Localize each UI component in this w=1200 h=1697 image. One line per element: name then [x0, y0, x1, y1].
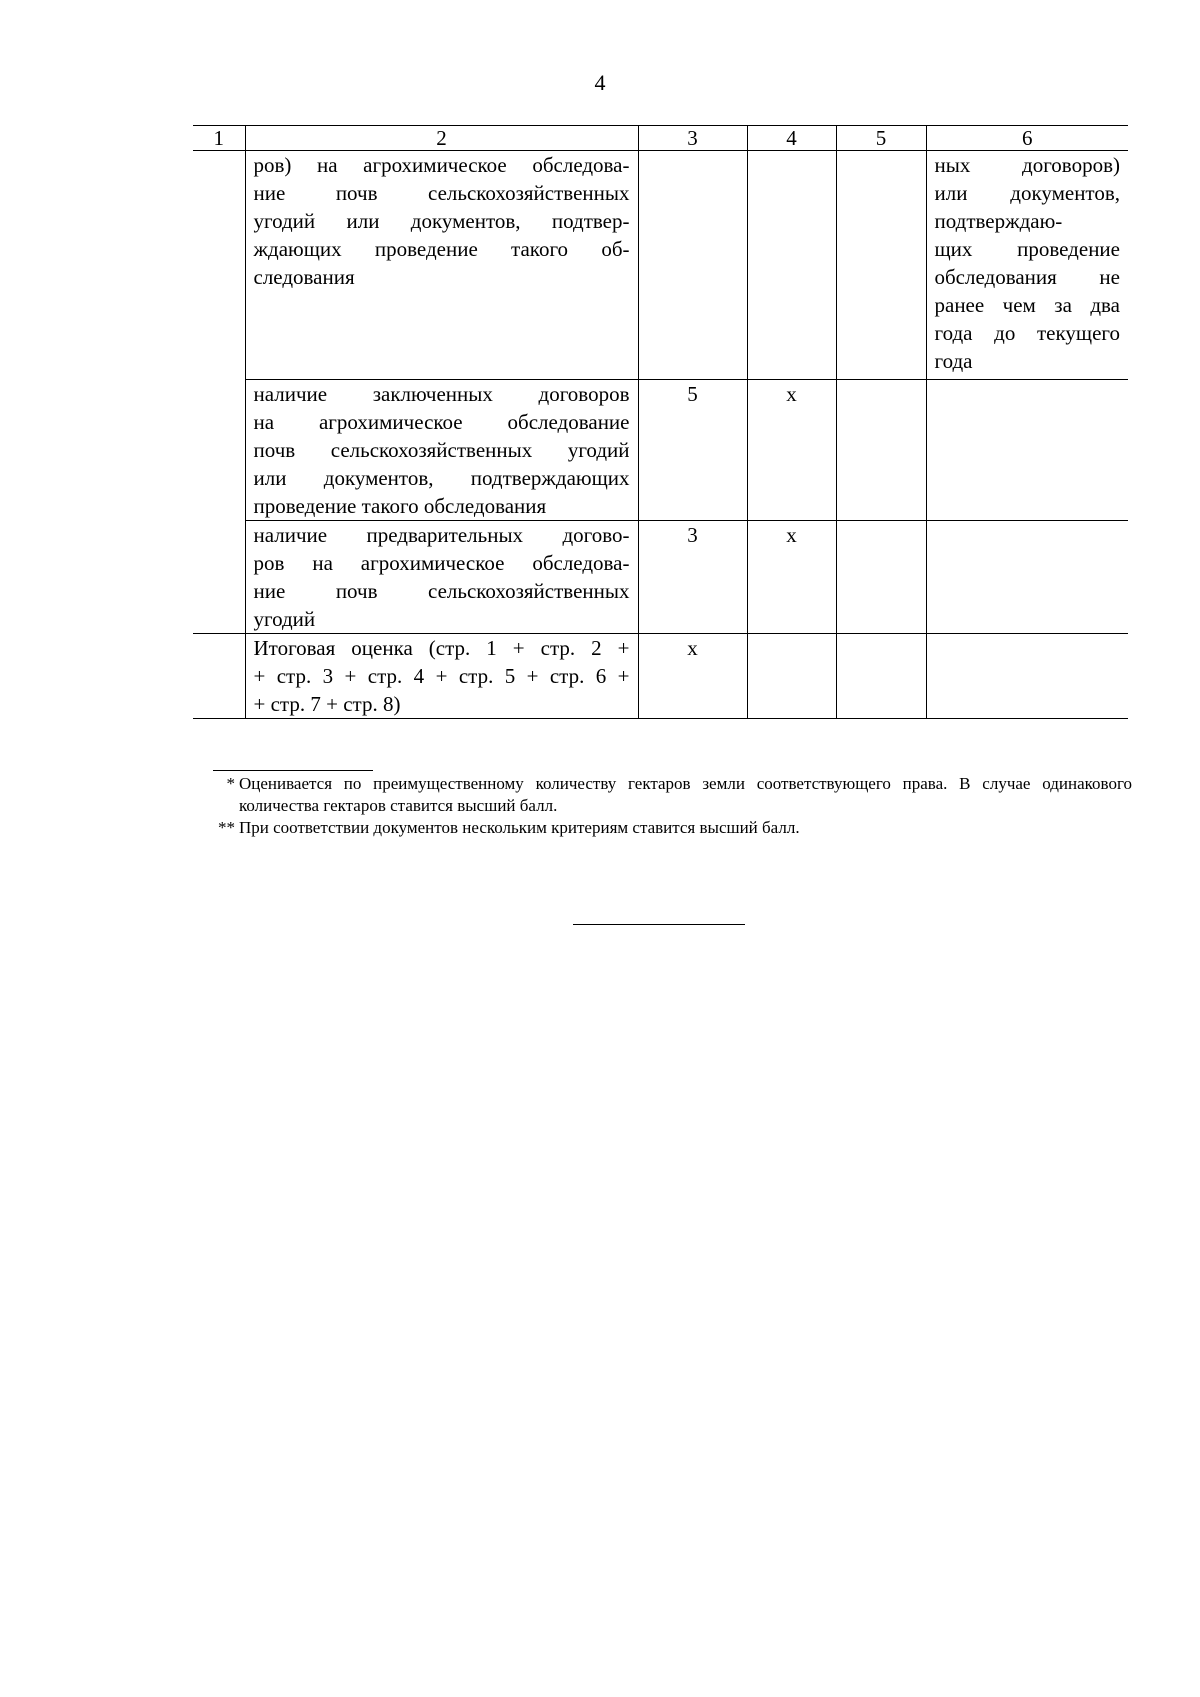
criterion-text-line: ров) на агрохимическое обследова- — [253, 153, 630, 177]
row-number-cell — [193, 521, 245, 634]
value-cell: х — [747, 521, 836, 634]
documents-text-line: обследования не — [934, 265, 1120, 289]
criterion-text-line: на агрохимическое обследование — [253, 410, 630, 434]
criterion-text-line: наличие предварительных догово- — [253, 523, 630, 547]
footnote-mark: ** — [218, 818, 235, 837]
criterion-text-line: наличие заключенных договоров — [253, 382, 630, 406]
value-cell — [747, 634, 836, 719]
criterion-text-line: ждающих проведение такого об- — [253, 237, 630, 261]
criterion-text-line: почв сельскохозяйственных угодий — [253, 438, 630, 462]
documents-text-line: ранее чем за два — [934, 293, 1120, 317]
footnote — [207, 773, 1132, 817]
criterion-text-line: угодий или документов, подтвер- — [253, 209, 630, 233]
value-cell — [836, 151, 926, 380]
score-cell: 5 — [638, 380, 747, 521]
table-row — [193, 521, 1128, 634]
criterion-text-line: ние почв сельскохозяйственных — [253, 579, 630, 603]
column-header: 2 — [245, 126, 638, 151]
end-of-document-rule — [573, 924, 745, 925]
documents-text-line: года — [934, 349, 973, 373]
criterion-cell — [245, 151, 638, 380]
documents-text-line: ных договоров) — [934, 153, 1120, 177]
criterion-text-line: ров на агрохимическое обследова- — [253, 551, 630, 575]
table-row — [193, 151, 1128, 380]
criterion-cell — [245, 380, 638, 521]
table-header-row — [193, 126, 1128, 151]
footnote-text: Оценивается по преимущественному количеству гектаров земли соответствующего права. В случае одинакового количества гектаров ставится высший балл. — [239, 774, 1132, 815]
footnote-text: При соответствии документов нескольким критериям ставится высший балл. — [239, 818, 800, 837]
footnote-mark: * — [226, 774, 235, 793]
column-header: 5 — [836, 126, 926, 151]
row-number-cell — [193, 380, 245, 521]
table-row — [193, 634, 1128, 719]
criterion-text-line: угодий — [253, 607, 316, 631]
table-row — [193, 380, 1128, 521]
criterion-text-line: + стр. 3 + стр. 4 + стр. 5 + стр. 6 + — [253, 664, 630, 688]
value-cell — [836, 521, 926, 634]
value-cell — [836, 380, 926, 521]
footnotes — [207, 773, 1132, 839]
criterion-text-line: + стр. 7 + стр. 8) — [253, 692, 401, 716]
criterion-text-line: или документов, подтверждающих — [253, 466, 630, 490]
row-number-cell — [193, 634, 245, 719]
column-header: 1 — [193, 126, 245, 151]
value-cell — [747, 151, 836, 380]
row-number-cell — [193, 151, 245, 380]
documents-cell — [926, 380, 1128, 521]
criterion-cell — [245, 521, 638, 634]
value-cell — [836, 634, 926, 719]
footnote-separator — [213, 770, 373, 771]
column-header: 3 — [638, 126, 747, 151]
criterion-text-line: ние почв сельскохозяйственных — [253, 181, 630, 205]
documents-text-line: щих проведение — [934, 237, 1120, 261]
documents-cell — [926, 151, 1128, 380]
documents-text-line: или документов, — [934, 181, 1120, 205]
value-cell: х — [747, 380, 836, 521]
documents-cell — [926, 634, 1128, 719]
documents-text-line: подтверждаю- — [934, 209, 1063, 233]
score-cell: х — [638, 634, 747, 719]
column-header: 4 — [747, 126, 836, 151]
criteria-table — [193, 125, 1128, 719]
footnote — [207, 817, 1132, 839]
criterion-text-line: следования — [253, 265, 355, 289]
criterion-text-line: Итоговая оценка (стр. 1 + стр. 2 + — [253, 636, 630, 660]
score-cell — [638, 151, 747, 380]
documents-cell — [926, 521, 1128, 634]
criterion-text-line: проведение такого обследования — [253, 494, 547, 518]
page-number: 4 — [594, 70, 606, 95]
criterion-cell — [245, 634, 638, 719]
score-cell: 3 — [638, 521, 747, 634]
column-header: 6 — [926, 126, 1128, 151]
documents-text-line: года до текущего — [934, 321, 1120, 345]
